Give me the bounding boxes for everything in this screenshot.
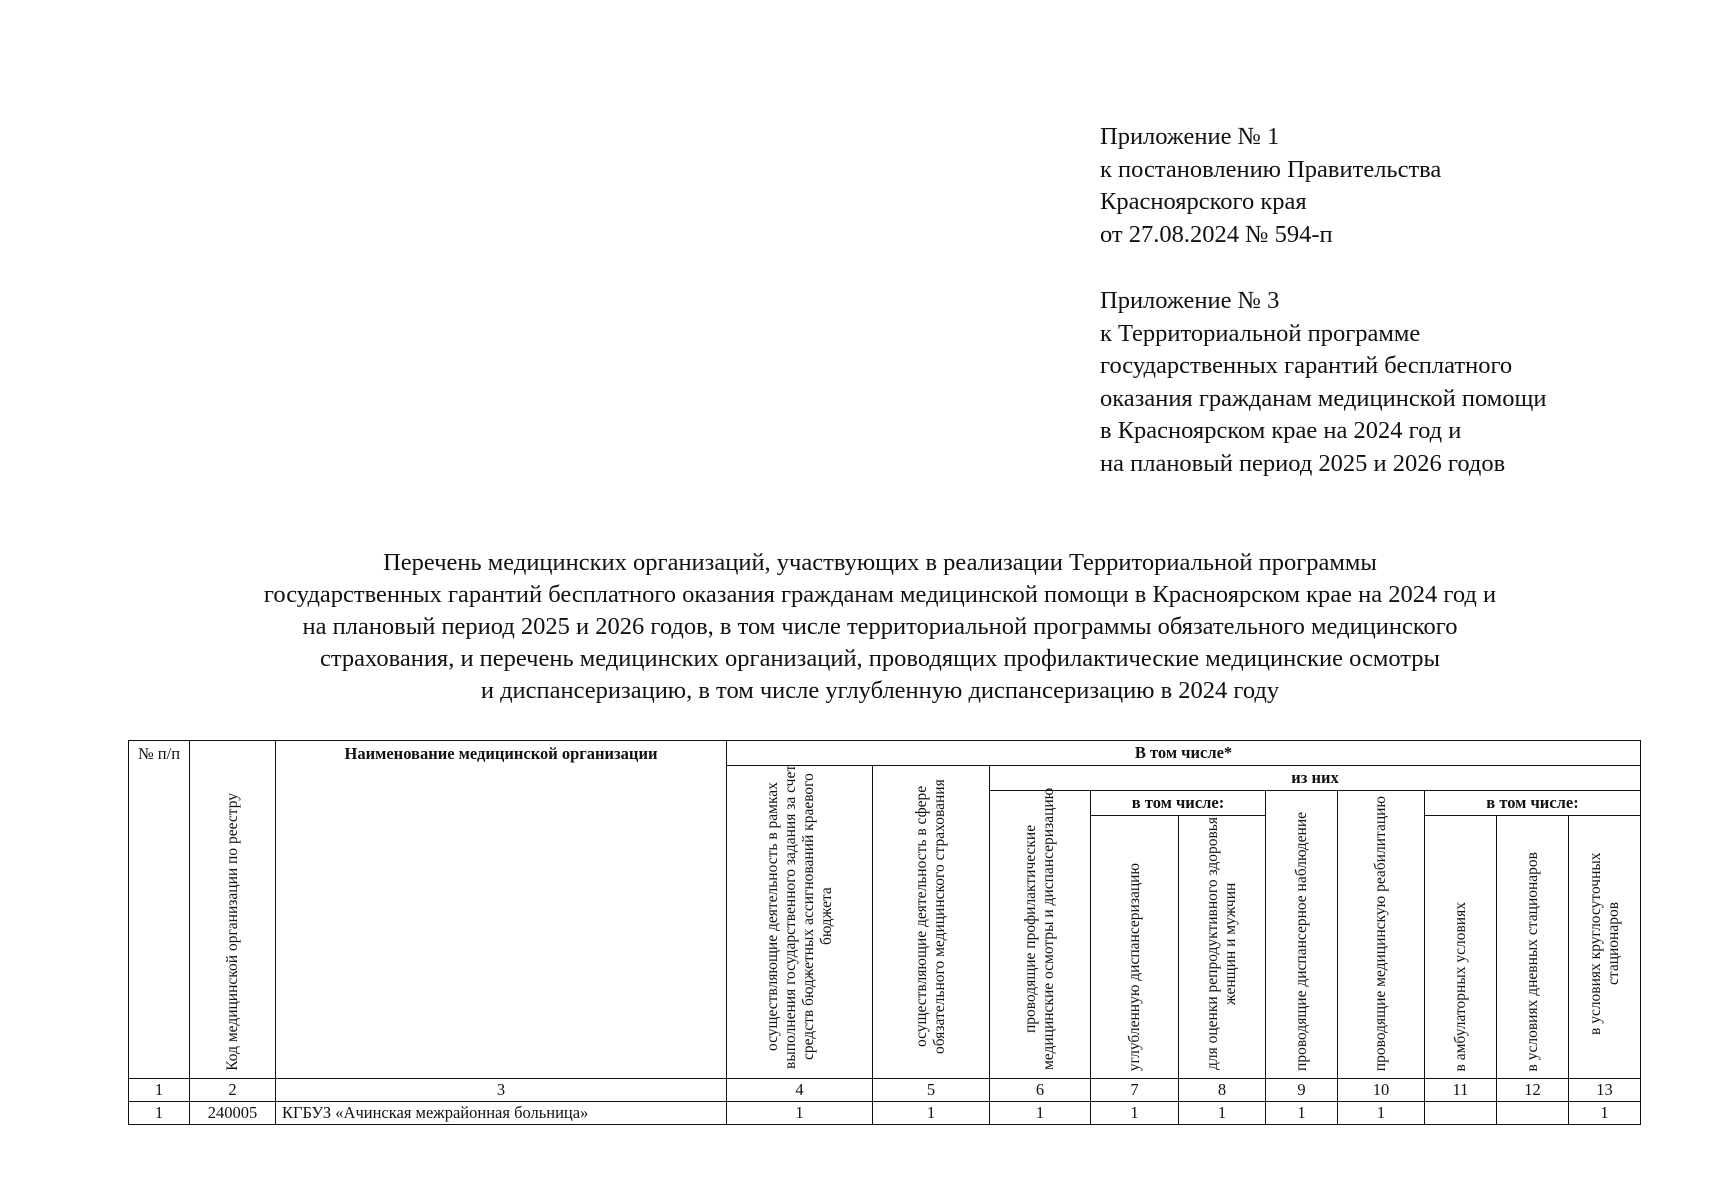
column-number: 8 [1179,1079,1266,1102]
column-number: 13 [1569,1079,1641,1102]
header-of-them: из них [990,766,1641,791]
header-in-including-a: в том числе: [1091,791,1266,816]
header-c6 [990,787,1091,1079]
cell-num: 1 [129,1102,190,1125]
appendix-3-line: Приложение № 3 [1100,287,1280,314]
cell-name: КГБУЗ «Ачинская межрайонная больница» [276,1102,727,1125]
header-c5-text: осуществляющие деятельность в сфере обязательного медицинского страхования [913,779,948,1054]
appendix-1-header [1100,121,1441,251]
cell-c7: 1 [1091,1102,1179,1125]
appendix-1-line: Красноярского края [1100,188,1307,215]
header-c12-text: в условиях дневных стационаров [1523,851,1541,1071]
document-title [130,547,1630,707]
appendix-3-line: оказания гражданам медицинской помощи [1100,384,1547,412]
title-line: Перечень медицинских организаций, участвующих в реализации Территориальной программы [383,549,1377,576]
header-c10-text: проводящие медицинскую реабилитацию [1372,795,1389,1071]
cell-c13: 1 [1569,1102,1641,1125]
column-number: 2 [190,1079,276,1102]
header-c5 [873,766,990,1079]
header-code-text: Код медицинской организации по реестру [223,793,241,1071]
cell-c8: 1 [1179,1102,1266,1125]
column-number: 4 [727,1079,873,1102]
title-line: и диспансеризацию, в том числе углубленную диспансеризацию в 2024 году [480,677,1280,704]
header-c11 [1425,816,1497,1079]
header-c4-text: осуществляющие деятельность в рамках выполнения государственного задания за счет средств бюджетных ассигнований краевого бюджета [763,764,835,1069]
appendix-3-line: к Территориальной программе [1100,319,1421,347]
organizations-table [128,740,1641,1125]
header-c4 [727,766,873,1079]
header-c12 [1497,816,1569,1079]
appendix-3-header [1100,285,1547,480]
column-number: 9 [1266,1079,1338,1102]
header-c7-text: углубленную диспансеризацию [1125,862,1143,1071]
cell-c5: 1 [873,1102,990,1125]
header-c9-text: проводящие диспансерное наблюдение [1292,812,1310,1071]
header-c9 [1266,791,1338,1079]
cell-code: 240005 [190,1102,276,1125]
cell-c12 [1497,1102,1569,1125]
appendix-1-line: Приложение № 1 [1100,123,1280,150]
header-c13-text: в условиях круглосуточных стационаров [1586,852,1622,1035]
header-including: В том числе* [727,741,1641,766]
header-c13 [1569,816,1641,1079]
appendix-3-line: в Красноярском крае на 2024 год и [1100,417,1462,444]
header-name: Наименование медицинской организации [276,741,727,1079]
appendix-1-line: к постановлению Правительства [1100,155,1442,183]
table-row [129,1102,1641,1125]
appendix-1-line: от 27.08.2024 № 594-п [1100,220,1333,248]
appendix-3-line: на плановый период 2025 и 2026 годов [1100,449,1506,477]
title-line: государственных гарантий бесплатного оказания гражданам медицинской помощи в Красноярском крае на 2024 год и [263,581,1497,608]
header-num: № п/п [129,741,190,1079]
cell-c9: 1 [1266,1102,1338,1125]
column-number: 3 [276,1079,727,1102]
header-c7 [1091,816,1179,1079]
cell-c11 [1425,1102,1497,1125]
header-c8 [1179,816,1266,1079]
column-number: 1 [129,1079,190,1102]
column-number-row [129,1079,1641,1102]
column-number: 6 [990,1079,1091,1102]
cell-c4: 1 [727,1102,873,1125]
column-number: 10 [1338,1079,1425,1102]
header-c11-text: в амбулаторных условиях [1451,901,1469,1071]
header-c8-text: для оценки репродуктивного здоровья женщин и мужчин [1204,817,1239,1071]
header-in-including-b: в том числе: [1425,791,1641,816]
title-line: страхования, и перечень медицинских организаций, проводящих профилактические медицинские осмотры [320,645,1440,672]
column-number: 11 [1425,1079,1497,1102]
column-number: 5 [873,1079,990,1102]
header-code [190,741,276,1079]
cell-c6: 1 [990,1102,1091,1125]
title-line: на плановый период 2025 и 2026 годов, в том числе территориальной программы обязательного медицинского [302,613,1458,640]
column-number: 12 [1497,1079,1569,1102]
appendix-3-line: государственных гарантий бесплатного [1100,352,1513,379]
header-c6-text: проводящие профилактические медицинские осмотры и диспансеризацию [1022,787,1057,1071]
cell-c10: 1 [1338,1102,1425,1125]
column-number: 7 [1091,1079,1179,1102]
header-c10 [1338,791,1425,1079]
